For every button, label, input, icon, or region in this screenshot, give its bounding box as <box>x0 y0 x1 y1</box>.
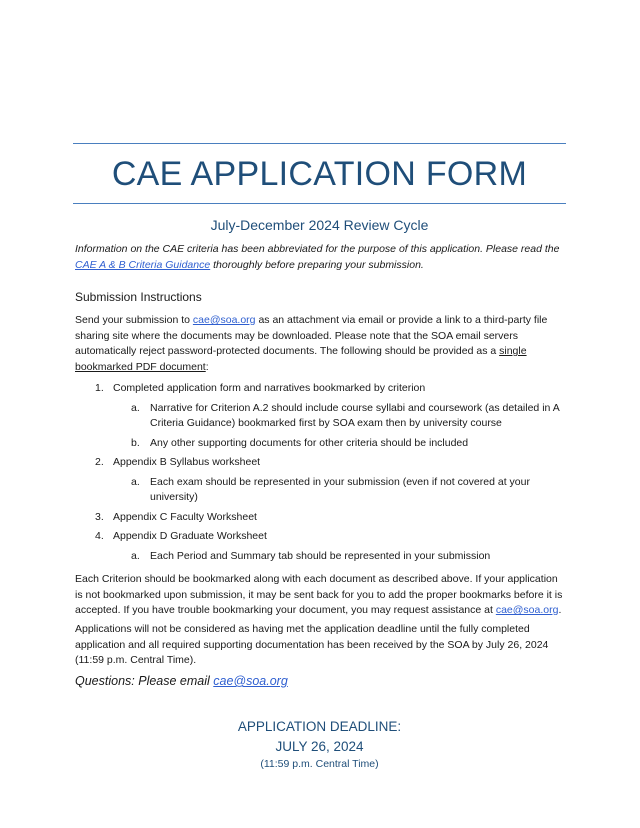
sub-item-letter: a. <box>131 549 140 562</box>
submission-email-link[interactable]: cae@soa.org <box>192 314 256 326</box>
review-cycle-subtitle: July-December 2024 Review Cycle <box>210 217 429 233</box>
intro-text-before: Information on the CAE criteria has been abbreviated for the purpose of this application. Please read the <box>75 243 560 255</box>
p1-text-before: Send your submission to <box>75 314 193 326</box>
sub-item-text: Any other supporting documents for other criteria should be included <box>150 436 469 449</box>
list-item <box>75 510 567 526</box>
assistance-email-link[interactable]: cae@soa.org <box>495 604 559 616</box>
questions-text: Questions: Please email <box>75 674 214 688</box>
deadline-date: JULY 26, 2024 <box>275 739 364 754</box>
title-bottom-rule <box>73 203 566 204</box>
sub-item-letter: a. <box>131 401 140 414</box>
requirements-list <box>75 381 567 568</box>
page-title: CAE APPLICATION FORM <box>111 155 528 193</box>
submission-instructions-heading: Submission Instructions <box>75 290 202 304</box>
sub-item-text: Narrative for Criterion A.2 should include course syllabi and coursework (as detailed in A Criteria Guidance) bookmarked first by SOA exam then by university course <box>150 401 560 429</box>
p2-text-before: Each Criterion should be bookmarked along with each document as described above. If your application is not bookmarked upon submission, it may be sent back for you to add the proper bookmarks before it is accepted. If you have trouble bookmarking your document, you may request assistance at <box>75 573 563 616</box>
p2-text-end: . <box>558 604 562 616</box>
list-item-number: 2. <box>95 456 104 468</box>
p1-text-middle: as an attachment via email or provide a link to a third-party file sharing site where the documents may be downloaded. Please note that the SOA email servers automatically reject password-protected documents. The following should be provided as a <box>75 314 548 357</box>
sub-list-item <box>75 549 567 565</box>
questions-line <box>75 672 288 690</box>
deadline-paragraph: Applications will not be considered as having met the application deadline until the fully completed application and all required supporting documentation has been received by the SOA by July 26, 2024 (11:59 p.m. Central Time). <box>75 623 549 666</box>
questions-email-link[interactable]: cae@soa.org <box>213 674 288 688</box>
intro-text-after: thoroughly before preparing your submission. <box>210 258 424 271</box>
submission-paragraph <box>75 313 567 375</box>
criteria-guidance-link[interactable]: CAE A & B Criteria Guidance <box>75 258 211 271</box>
title-top-rule <box>73 143 566 144</box>
list-item <box>75 529 567 564</box>
list-item <box>75 381 567 451</box>
list-item-text: Appendix C Faculty Worksheet <box>113 510 257 523</box>
deadline-time: (11:59 p.m. Central Time) <box>260 758 379 770</box>
list-item <box>75 455 567 506</box>
p1-text-end: : <box>205 360 209 373</box>
sub-list-item <box>75 436 567 452</box>
sub-item-text: Each Period and Summary tab should be represented in your submission <box>150 549 491 562</box>
list-item-text: Appendix B Syllabus worksheet <box>113 456 261 468</box>
sub-item-letter: b. <box>131 436 140 449</box>
sub-list-item <box>75 475 567 506</box>
sub-list-item <box>75 401 567 432</box>
sub-item-letter: a. <box>131 475 140 488</box>
bookmark-paragraph <box>75 572 567 619</box>
intro-paragraph <box>75 242 567 273</box>
list-item-number: 3. <box>95 510 104 523</box>
list-item-number: 4. <box>95 530 104 542</box>
sub-item-text: Each exam should be represented in your submission (even if not covered at your university) <box>150 475 530 503</box>
list-item-number: 1. <box>95 382 104 394</box>
deadline-heading: APPLICATION DEADLINE: <box>237 719 402 734</box>
pdf-requirement-text: single bookmarked PDF document <box>75 345 527 373</box>
list-item-text: Completed application form and narratives bookmarked by criterion <box>113 382 426 394</box>
list-item-text: Appendix D Graduate Worksheet <box>113 530 267 542</box>
